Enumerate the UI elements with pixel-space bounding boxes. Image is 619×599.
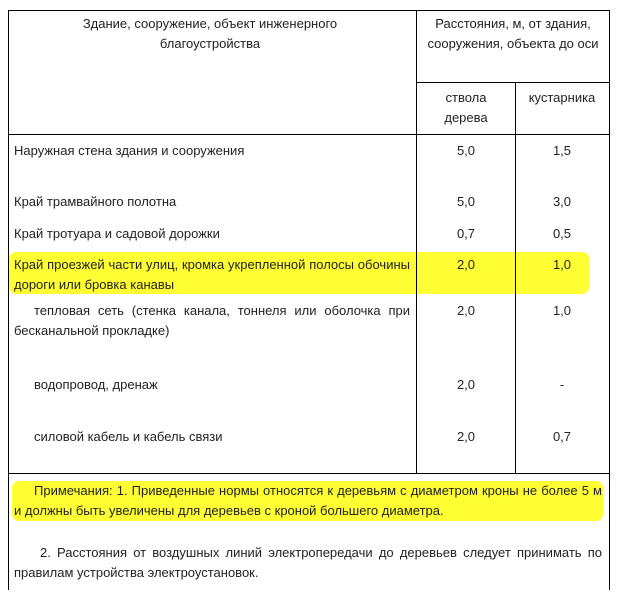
table-row-shrub: 1,0 xyxy=(552,257,572,272)
table-row-trunk: 2,0 xyxy=(456,429,476,444)
header-shrub-subcolumn: кустарника xyxy=(528,90,596,105)
table-row-name: Край трамвайного полотна xyxy=(14,194,177,209)
header-distance-column: Расстояния, м, от здания, сооружения, объекта до оси xyxy=(427,16,599,51)
table-row-name: водопровод, дренаж xyxy=(34,377,158,392)
table-row-trunk: 5,0 xyxy=(456,143,476,158)
table-row-trunk: 2,0 xyxy=(456,303,476,318)
note-2: 2. Расстояния от воздушных линий электропередачи до деревьев следует принимать по правилам устройства электроустановок. xyxy=(14,545,602,580)
table-row-trunk: 2,0 xyxy=(456,257,476,272)
top-border xyxy=(8,10,609,11)
table-bottom-border xyxy=(8,473,609,474)
header-object-column: Здание, сооружение, объект инженерного благоустройства xyxy=(82,16,338,51)
table-row-name: Край проезжей части улиц, кромка укрепленной полосы обочины дороги или бровка канавы xyxy=(14,257,410,292)
table-row-name: Наружная стена здания и сооружения xyxy=(14,143,245,158)
table-row-shrub: 0,5 xyxy=(552,226,572,241)
table-row-shrub: 1,5 xyxy=(552,143,572,158)
table-row-shrub: - xyxy=(559,377,565,392)
table-row-shrub: 1,0 xyxy=(552,303,572,318)
table-row-trunk: 2,0 xyxy=(456,377,476,392)
table-row-trunk: 0,7 xyxy=(456,226,476,241)
header-bottom-border xyxy=(8,134,609,135)
table-row-name: силовой кабель и кабель связи xyxy=(34,429,223,444)
table-row-name: тепловая сеть (стенка канала, тоннеля или оболочка при бесканальной прокладке) xyxy=(14,303,410,338)
header-subdivider xyxy=(416,82,609,83)
table-row-trunk: 5,0 xyxy=(456,194,476,209)
table-row-shrub: 0,7 xyxy=(552,429,572,444)
table-row-shrub: 3,0 xyxy=(552,194,572,209)
note-1: Примечания: 1. Приведенные нормы относятся к деревьям с диаметром кроны не более 5 м и должны быть увеличены для деревьев с кроной большего диаметра. xyxy=(14,483,602,518)
table-row-name: Край тротуара и садовой дорожки xyxy=(14,226,220,241)
header-trunk-subcolumn: ствола дерева xyxy=(444,90,488,125)
